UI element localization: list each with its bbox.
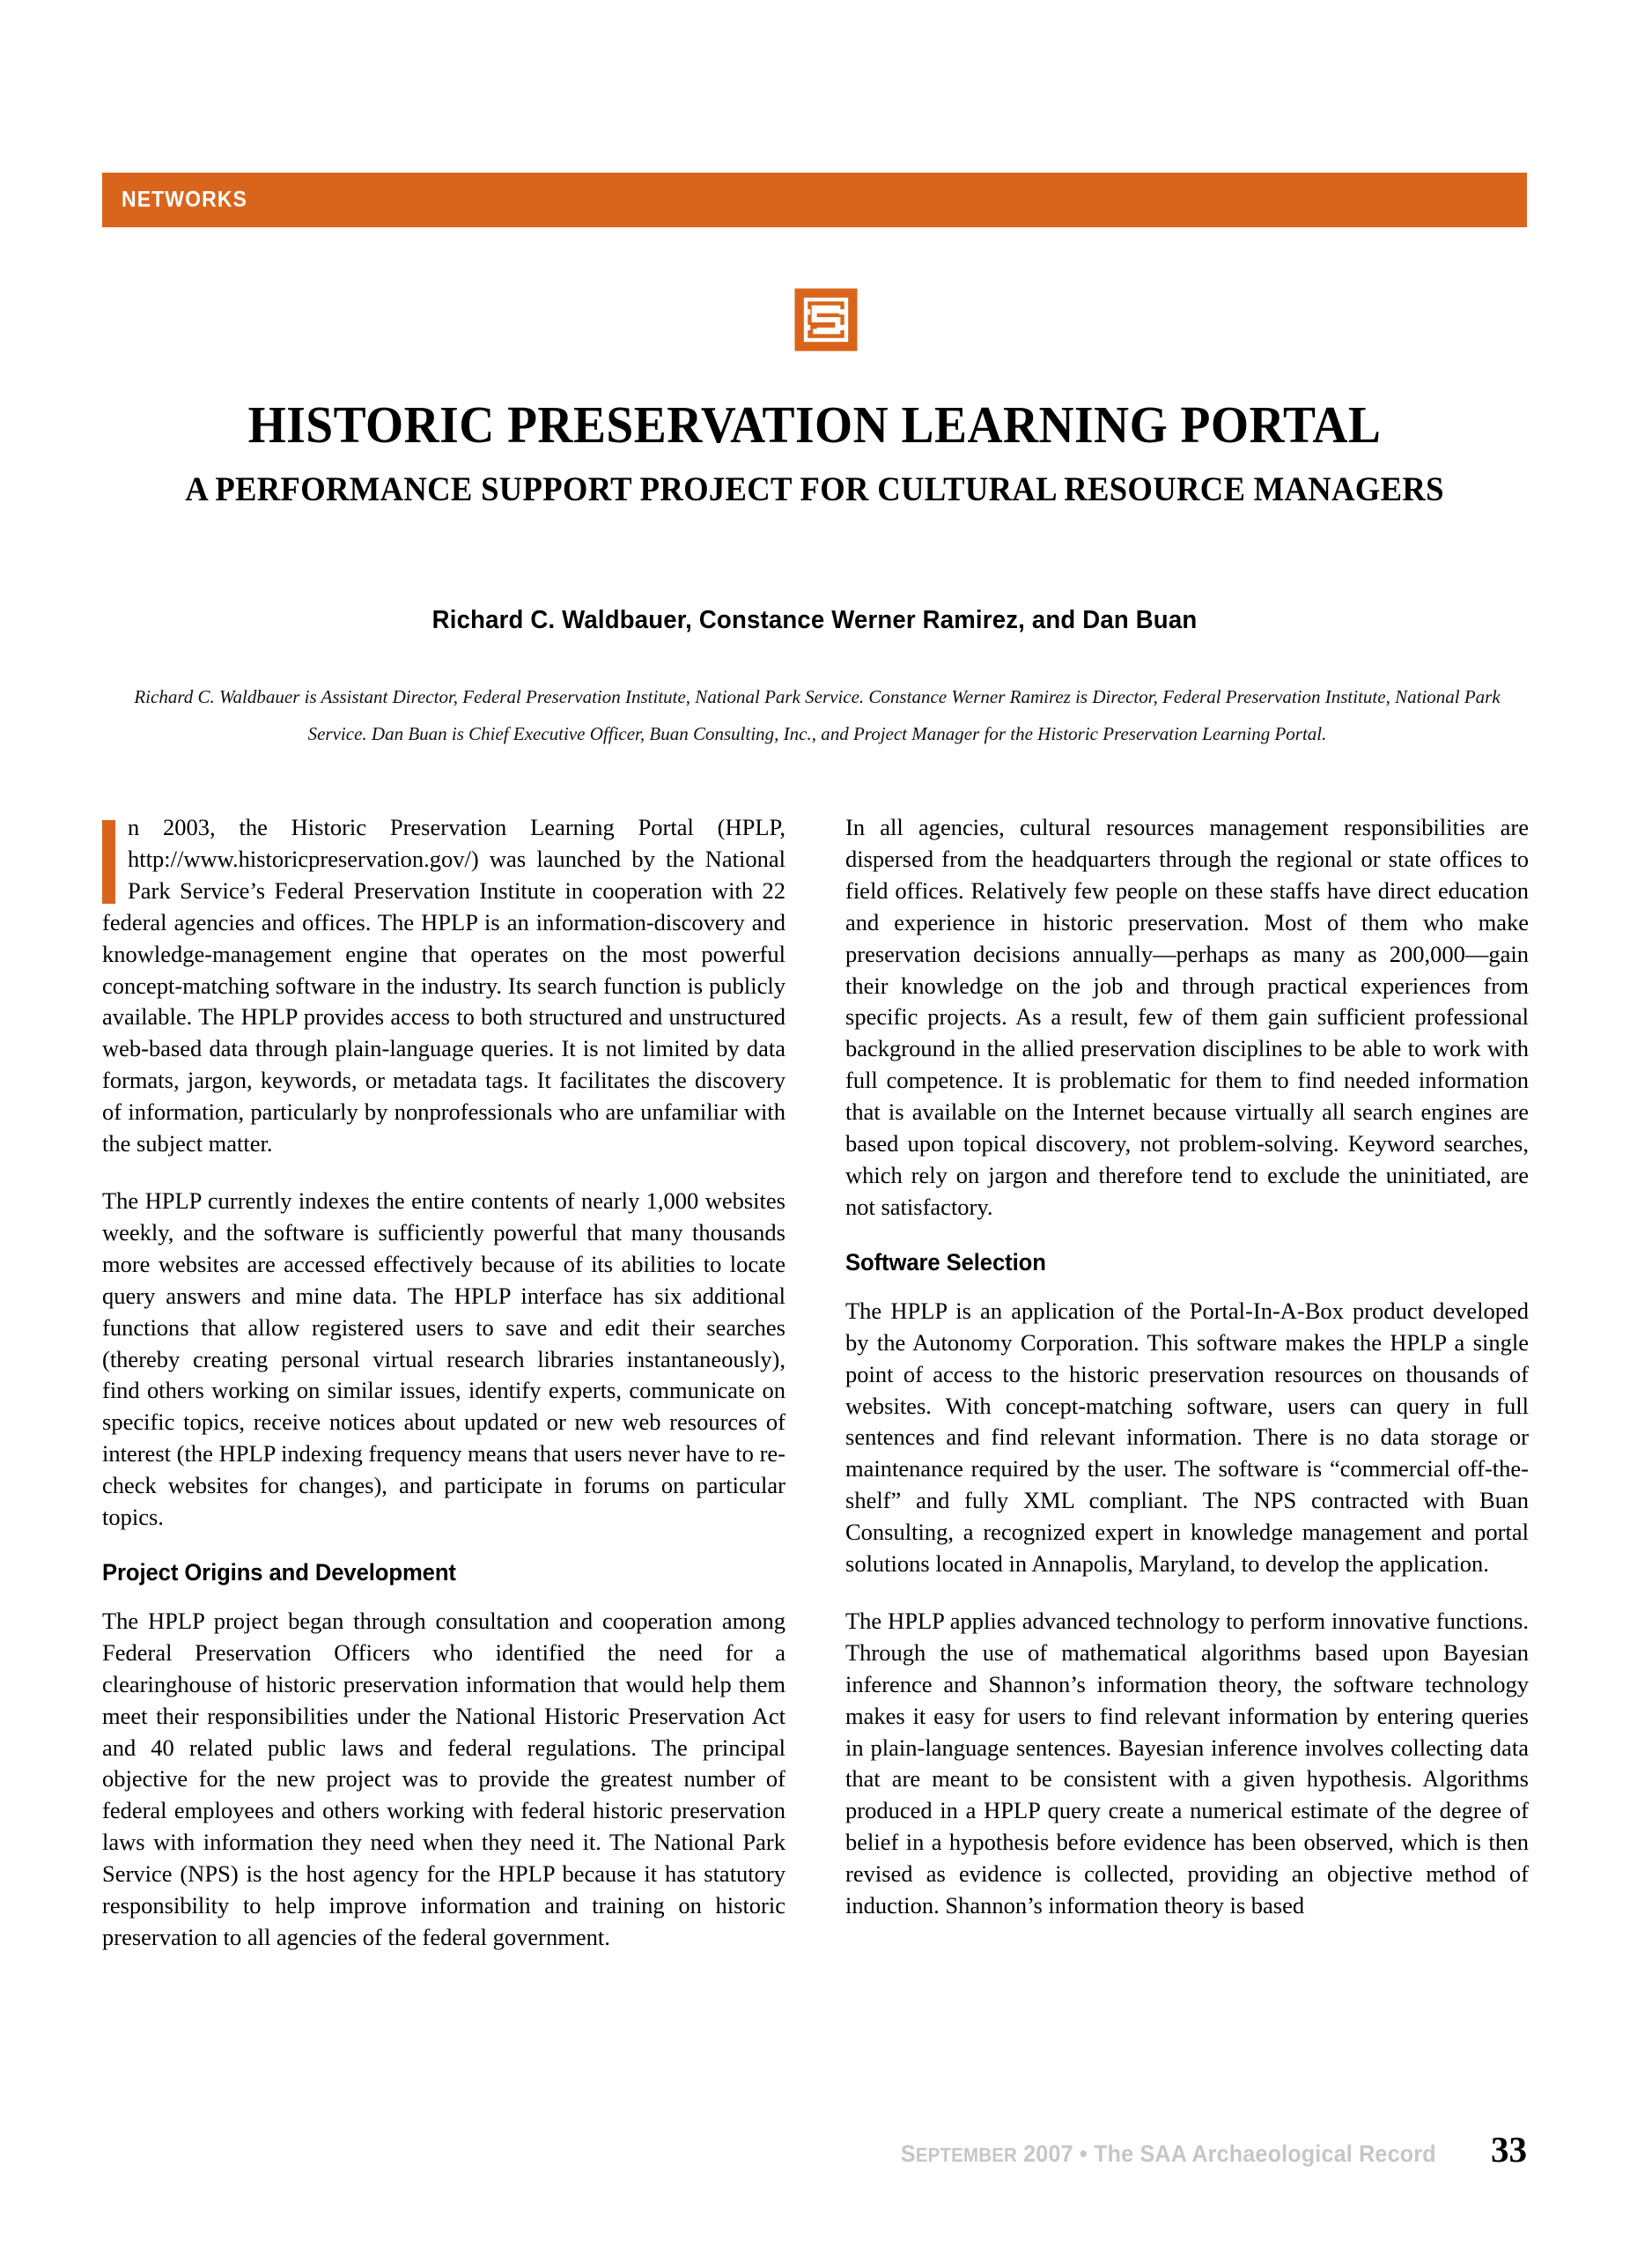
lead-paragraph-text: n 2003, the Historic Preservation Learning Portal (HPLP, http://www.historicpreservation.gov/) was launched by the National Park Service’s Federal Preservation Institute in cooperation with 22 federal agencies and offices. The HPLP is an information-discovery and knowledge-management engine that operates on the most powerful concept-matching software in the industry. Its search function is publicly available. The HPLP provides access to both structured and unstructured web-based data through plain-language queries. It is not limited by data formats, jargon, keywords, or metadata tags. It facilitates the discovery of information, particularly by nonprofessionals who are unfamiliar with the subject matter.: [102, 814, 785, 1157]
drop-cap-letter-i: [102, 820, 115, 904]
paragraph: The HPLP project began through consultation and cooperation among Federal Preservation Officers who identified the need for a clearinghouse of historic preservation information that would help them meet their responsibilities under the National Historic Preservation Act and 40 related public laws and federal regulations. The principal objective for the new project was to provide the greatest number of federal employees and others working with federal historic preservation laws with information they need when they need it. The National Park Service (NPS) is the host agency for the HPLP because it has statutory responsibility to help improve information and training on historic preservation to all agencies of the federal government.: [102, 1607, 785, 1950]
title-block: [102, 398, 1527, 509]
author-affiliation: Richard C. Waldbauer is Assistant Director, Federal Preservation Institute, National Park Service. Constance Werner Ramirez is Director, Federal Preservation Institute, National Park Service. Dan Buan is Chief Executive Officer, Buan Consulting, Inc., and Project Manager for the Historic Preservation Learning Portal.: [134, 686, 1501, 744]
footer-month-text: SEPTEMBER: [901, 2140, 1018, 2167]
footer-publication: The SAA Archaeological Record: [1094, 2140, 1437, 2167]
footer-year: 2007: [1023, 2140, 1074, 2167]
page-number: 33: [1491, 2129, 1527, 2170]
paragraph: The HPLP applies advanced technology to perform innovative functions. Through the use of mathematical algorithms based upon Bayesian inference and Shannon’s information theory, the software technology makes it easy for users to find relevant information by entering queries in plain-language sentences. Bayesian inference involves collecting data that are meant to be consistent with a given hypothesis. Algorithms produced in a HPLP query create a numerical estimate of the degree of belief in a hypothesis before evidence has been observed, which is then revised as evidence is collected, providing an objective method of induction. Shannon’s information theory is based: [845, 1607, 1529, 1919]
paragraph: In all agencies, cultural resources management responsibilities are dispersed from the headquarters through the regional or state offices to field offices. Relatively few people on these staffs have direct education and experience in historic preservation. Most of them who make preservation decisions annually—perhaps as many as 200,000—gain their knowledge on the job and through practical experiences from specific projects. As a result, few of them gain sufficient professional background in the allied preservation disciplines to be able to work with full competence. It is problematic for them to find needed information that is available on the Internet because virtually all search engines are based upon topical discovery, not problem-solving. Keyword searches, which rely on jargon and therefore tend to exclude the uninitiated, are not satisfactory.: [845, 814, 1529, 1220]
footer-citation: [901, 2140, 1436, 2168]
left-column: [102, 812, 785, 1954]
logo-container: [0, 287, 1652, 352]
saa-square-spiral-logo-icon: [793, 287, 859, 352]
article-body: [102, 812, 1529, 1954]
lead-paragraph: [102, 812, 785, 1160]
right-column: [845, 812, 1529, 1954]
section-banner-label: NETWORKS: [122, 187, 248, 212]
page-subtitle: A PERFORMANCE SUPPORT PROJECT FOR CULTURAL RESOURCE MANAGERS: [185, 470, 1444, 509]
section-banner: [102, 173, 1527, 227]
author-byline: Richard C. Waldbauer, Constance Werner Ramirez, and Dan Buan: [431, 606, 1198, 634]
page-footer: [102, 2128, 1527, 2170]
footer-month: [901, 2140, 1017, 2167]
paragraph: The HPLP is an application of the Portal-In-A-Box product developed by the Autonomy Corporation. This software makes the HPLP a single point of access to the historic preservation resources on thousands of websites. With concept-matching software, users can query in full sentences and find relevant information. There is no data storage or maintenance required by the user. The software is “commercial off-the-shelf” and fully XML compliant. The NPS contracted with Buan Consulting, a recognized expert in knowledge management and portal solutions located in Annapolis, Maryland, to develop the application.: [845, 1297, 1529, 1578]
page-title: HISTORIC PRESERVATION LEARNING PORTAL: [247, 396, 1382, 454]
section-heading-software-selection: Software Selection: [845, 1248, 1046, 1275]
paragraph: The HPLP currently indexes the entire contents of nearly 1,000 websites weekly, and the software is sufficiently powerful that many thousands more websites are accessed effectively because of its abilities to locate query answers and mine data. The HPLP interface has six additional functions that allow registered users to save and edit their searches (thereby creating personal virtual research libraries instantaneously), find others working on similar issues, identify experts, communicate on specific topics, receive notices about updated or new web resources of interest (the HPLP indexing frequency means that users never have to re-check websites for changes), and participate in forums on particular topics.: [102, 1187, 785, 1531]
footer-separator-dot: •: [1080, 2140, 1088, 2167]
section-heading-project-origins: Project Origins and Development: [102, 1558, 456, 1586]
